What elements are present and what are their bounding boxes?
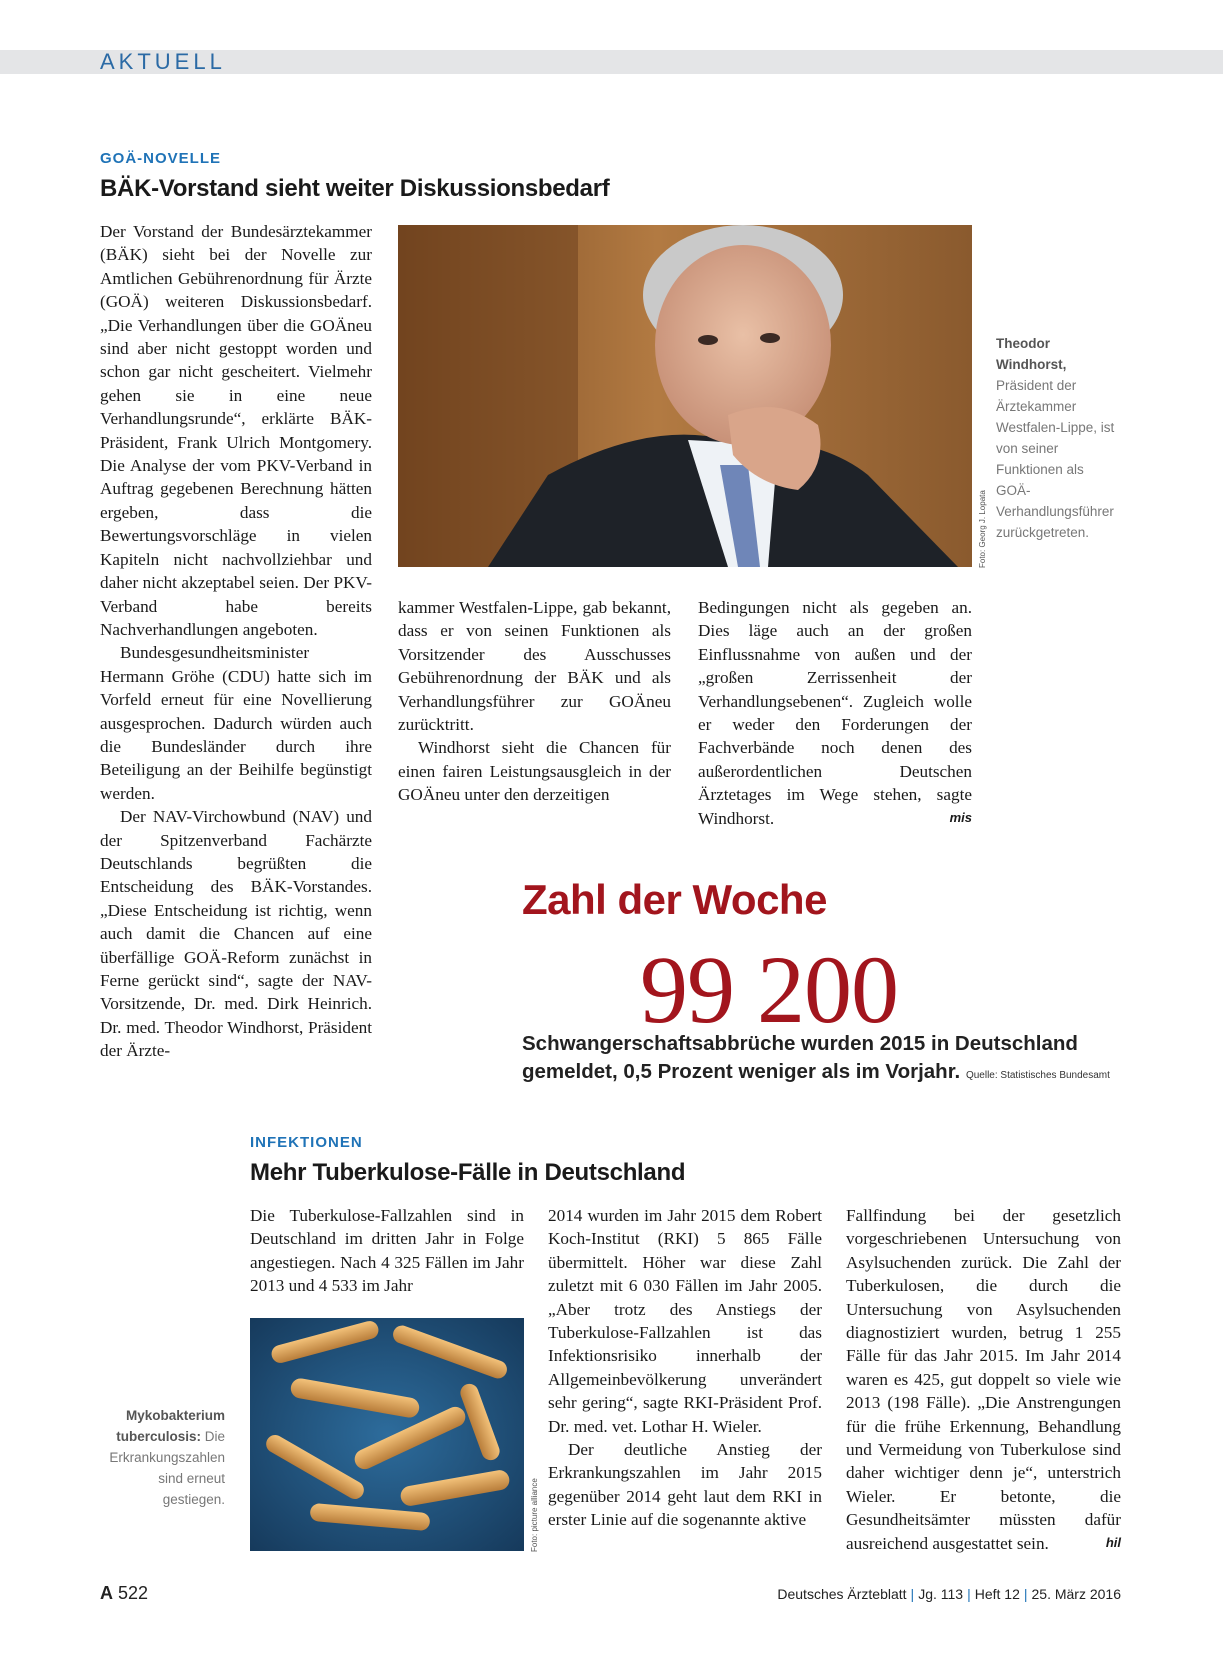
article1-headline: BÄK-Vorstand sieht weiter Diskussionsbedarf [100, 175, 610, 202]
caption-text: Präsident der Ärztekammer Westfalen-Lippe, ist von seiner Funktionen als GOÄ-Verhandlungsführer zurückgetreten. [996, 378, 1115, 540]
page-number-value: 522 [118, 1583, 149, 1603]
article1-paragraph: Bundesgesundheitsminister Hermann Gröhe (CDU) hatte sich im Vorfeld erneut für eine Novellierung ausgesprochen. Dadurch würden auch die Bundesländer durch ihre Beteiligung an der Beihilfe begünstigt werden. [100, 643, 372, 803]
article2-paragraph: Fallfindung bei der gesetzlich vorgeschriebenen Untersuchung von Asylsuchenden zurück. Die Zahl der Tuberkulosen, die durch die Untersuchung von Asylsuchenden diagnostiziert wurden, betrug 1 255 Fälle für das Jahr 2015. Im Jahr 2014 waren es 425, gut doppelt so viele wie 2013 (198 Fälle). „Die Anstrengungen für die frühe Erkennung, Behandlung und Vermeidung von Tuberkulose sind daher wichtiger denn je“, unterstrich Wieler. Er betonte, die Gesundheitsämter müssten dafür ausreichend ausgestattet sein. [846, 1206, 1121, 1553]
article1-paragraph: Der Vorstand der Bundesärztekammer (BÄK) sieht bei der Novelle zur Amtlichen Gebührenordnung für Ärzte (GOÄ) weiteren Diskussionsbedarf. „Die Verhandlungen über die GOÄneu sind aber nicht gestoppt worden und schon gar nicht gescheitert. Vielmehr gehen sie in eine neue Verhandlungsrunde“, erklärte BÄK-Präsident, Frank Ulrich Montgomery. Die Analyse der vom PKV-Verband in Auftrag gegebenen Berechnung hätten ergeben, dass die Bewertungsvorschläge in vielen Kapiteln nicht nachvollziehbar und daher nicht akzeptabel seien. Der PKV-Verband habe bereits Nachverhandlungen angeboten. [100, 222, 372, 639]
article2-signature: hil [1105, 1535, 1121, 1551]
journal-issue: Heft 12 [974, 1586, 1020, 1602]
separator: | [1023, 1586, 1028, 1602]
caption-text: Die Erkrankungszahlen sind erneut gestiegen. [109, 1429, 225, 1507]
article2-paragraph: Der deutliche Anstieg der Erkrankungszahlen im Jahr 2015 gegenüber 2014 geht laut dem RKI in erster Linie auf die sogenannte aktive [548, 1440, 822, 1530]
article1-kicker: GOÄ-NOVELLE [100, 150, 222, 167]
article1-photo-caption [996, 333, 1116, 543]
zahl-der-woche-text [522, 1030, 1122, 1090]
caption-bold: Theodor Windhorst, [996, 336, 1067, 372]
article2-column-1 [250, 1204, 524, 1298]
tuberculosis-photo [250, 1318, 524, 1551]
journal-date: 25. März 2016 [1031, 1586, 1121, 1602]
article2-paragraph: 2014 wurden im Jahr 2015 dem Robert Koch-Institut (RKI) 5 865 Fälle übermittelt. Höher war diese Zahl zuletzt mit 6 030 Fällen im Jahr 2005. „Aber trotz des Anstiegs der Tuberkulose-Fallzahlen ist das Infektionsrisiko innerhalb der Allgemeinbevölkerung unverändert sehr gering“, sagte RKI-Präsident Prof. Dr. med. vet. Lothar H. Wieler. [548, 1206, 822, 1436]
article2-photo-credit: Foto: picture alliance [530, 1478, 539, 1552]
article1-column-3 [698, 596, 972, 830]
article2-paragraph: Die Tuberkulose-Fallzahlen sind in Deutschland im dritten Jahr in Folge angestiegen. Nach 4 325 Fällen im Jahr 2013 und 4 533 im Jahr [250, 1206, 524, 1296]
article2-headline: Mehr Tuberkulose-Fälle in Deutschland [250, 1159, 686, 1186]
section-label: AKTUELL [100, 49, 226, 74]
article1-column-2 [398, 596, 671, 807]
article2-column-2 [548, 1204, 822, 1532]
article2-kicker: INFEKTIONEN [250, 1134, 363, 1151]
article2-column-3 [846, 1204, 1121, 1555]
separator: | [910, 1586, 915, 1602]
journal-volume: Jg. 113 [918, 1586, 964, 1602]
zahl-der-woche-number: 99 200 [640, 936, 898, 1043]
zahl-description: Schwangerschaftsabbrüche wurden 2015 in Deutschland gemeldet, 0,5 Prozent weniger als im Vorjahr. [522, 1032, 1078, 1083]
journal-name: Deutsches Ärzteblatt [777, 1586, 907, 1602]
article1-signature: mis [949, 810, 972, 826]
article1-paragraph: Der NAV-Virchowbund (NAV) und der Spitzenverband Fachärzte Deutschlands begrüßten die Entscheidung des BÄK-Vorstandes. „Diese Entscheidung ist richtig, wenn auch damit die Chancen auf eine überfällige GOÄ-Reform zunächst in Ferne gerückt sind“, sagte der NAV-Vorsitzende, Dr. med. Dirk Heinrich. Dr. med. Theodor Windhorst, Präsident der Ärzte- [100, 807, 372, 1061]
page-number [100, 1583, 148, 1604]
article1-paragraph: kammer Westfalen-Lippe, gab bekannt, dass er von seinen Funktionen als Vorsitzender des Ausschusses Gebührenordnung der BÄK und als Verhandlungsführer zur GOÄneu zurücktritt. [398, 598, 671, 735]
zahl-der-woche-title: Zahl der Woche [522, 876, 827, 923]
zahl-source: Quelle: Statistisches Bundesamt [965, 1070, 1110, 1081]
article1-column-1 [100, 220, 372, 1063]
page-letter: A [100, 1583, 113, 1603]
article1-paragraph: Bedingungen nicht als gegeben an. Dies läge auch an der großen Einflussnahme von außen und der „großen Zerrissenheit der Verhandlungsebenen“. Zugleich wolle er weder den Forderungen der Fachverbände noch denen des außerordentlichen Deutschen Ärztetages im Wege stehen, sagte Windhorst. [698, 598, 972, 828]
caption-bold: Mykobakterium tuberculosis: [116, 1408, 225, 1444]
article1-photo-credit: Foto: Georg J. Lopata [978, 490, 987, 568]
windhorst-photo [398, 225, 972, 567]
journal-footer [777, 1586, 1121, 1602]
article2-photo-caption [100, 1405, 225, 1510]
separator: | [967, 1586, 971, 1602]
article1-paragraph: Windhorst sieht die Chancen für einen fairen Leistungsausgleich in der GOÄneu unter den derzeitigen [398, 738, 671, 805]
